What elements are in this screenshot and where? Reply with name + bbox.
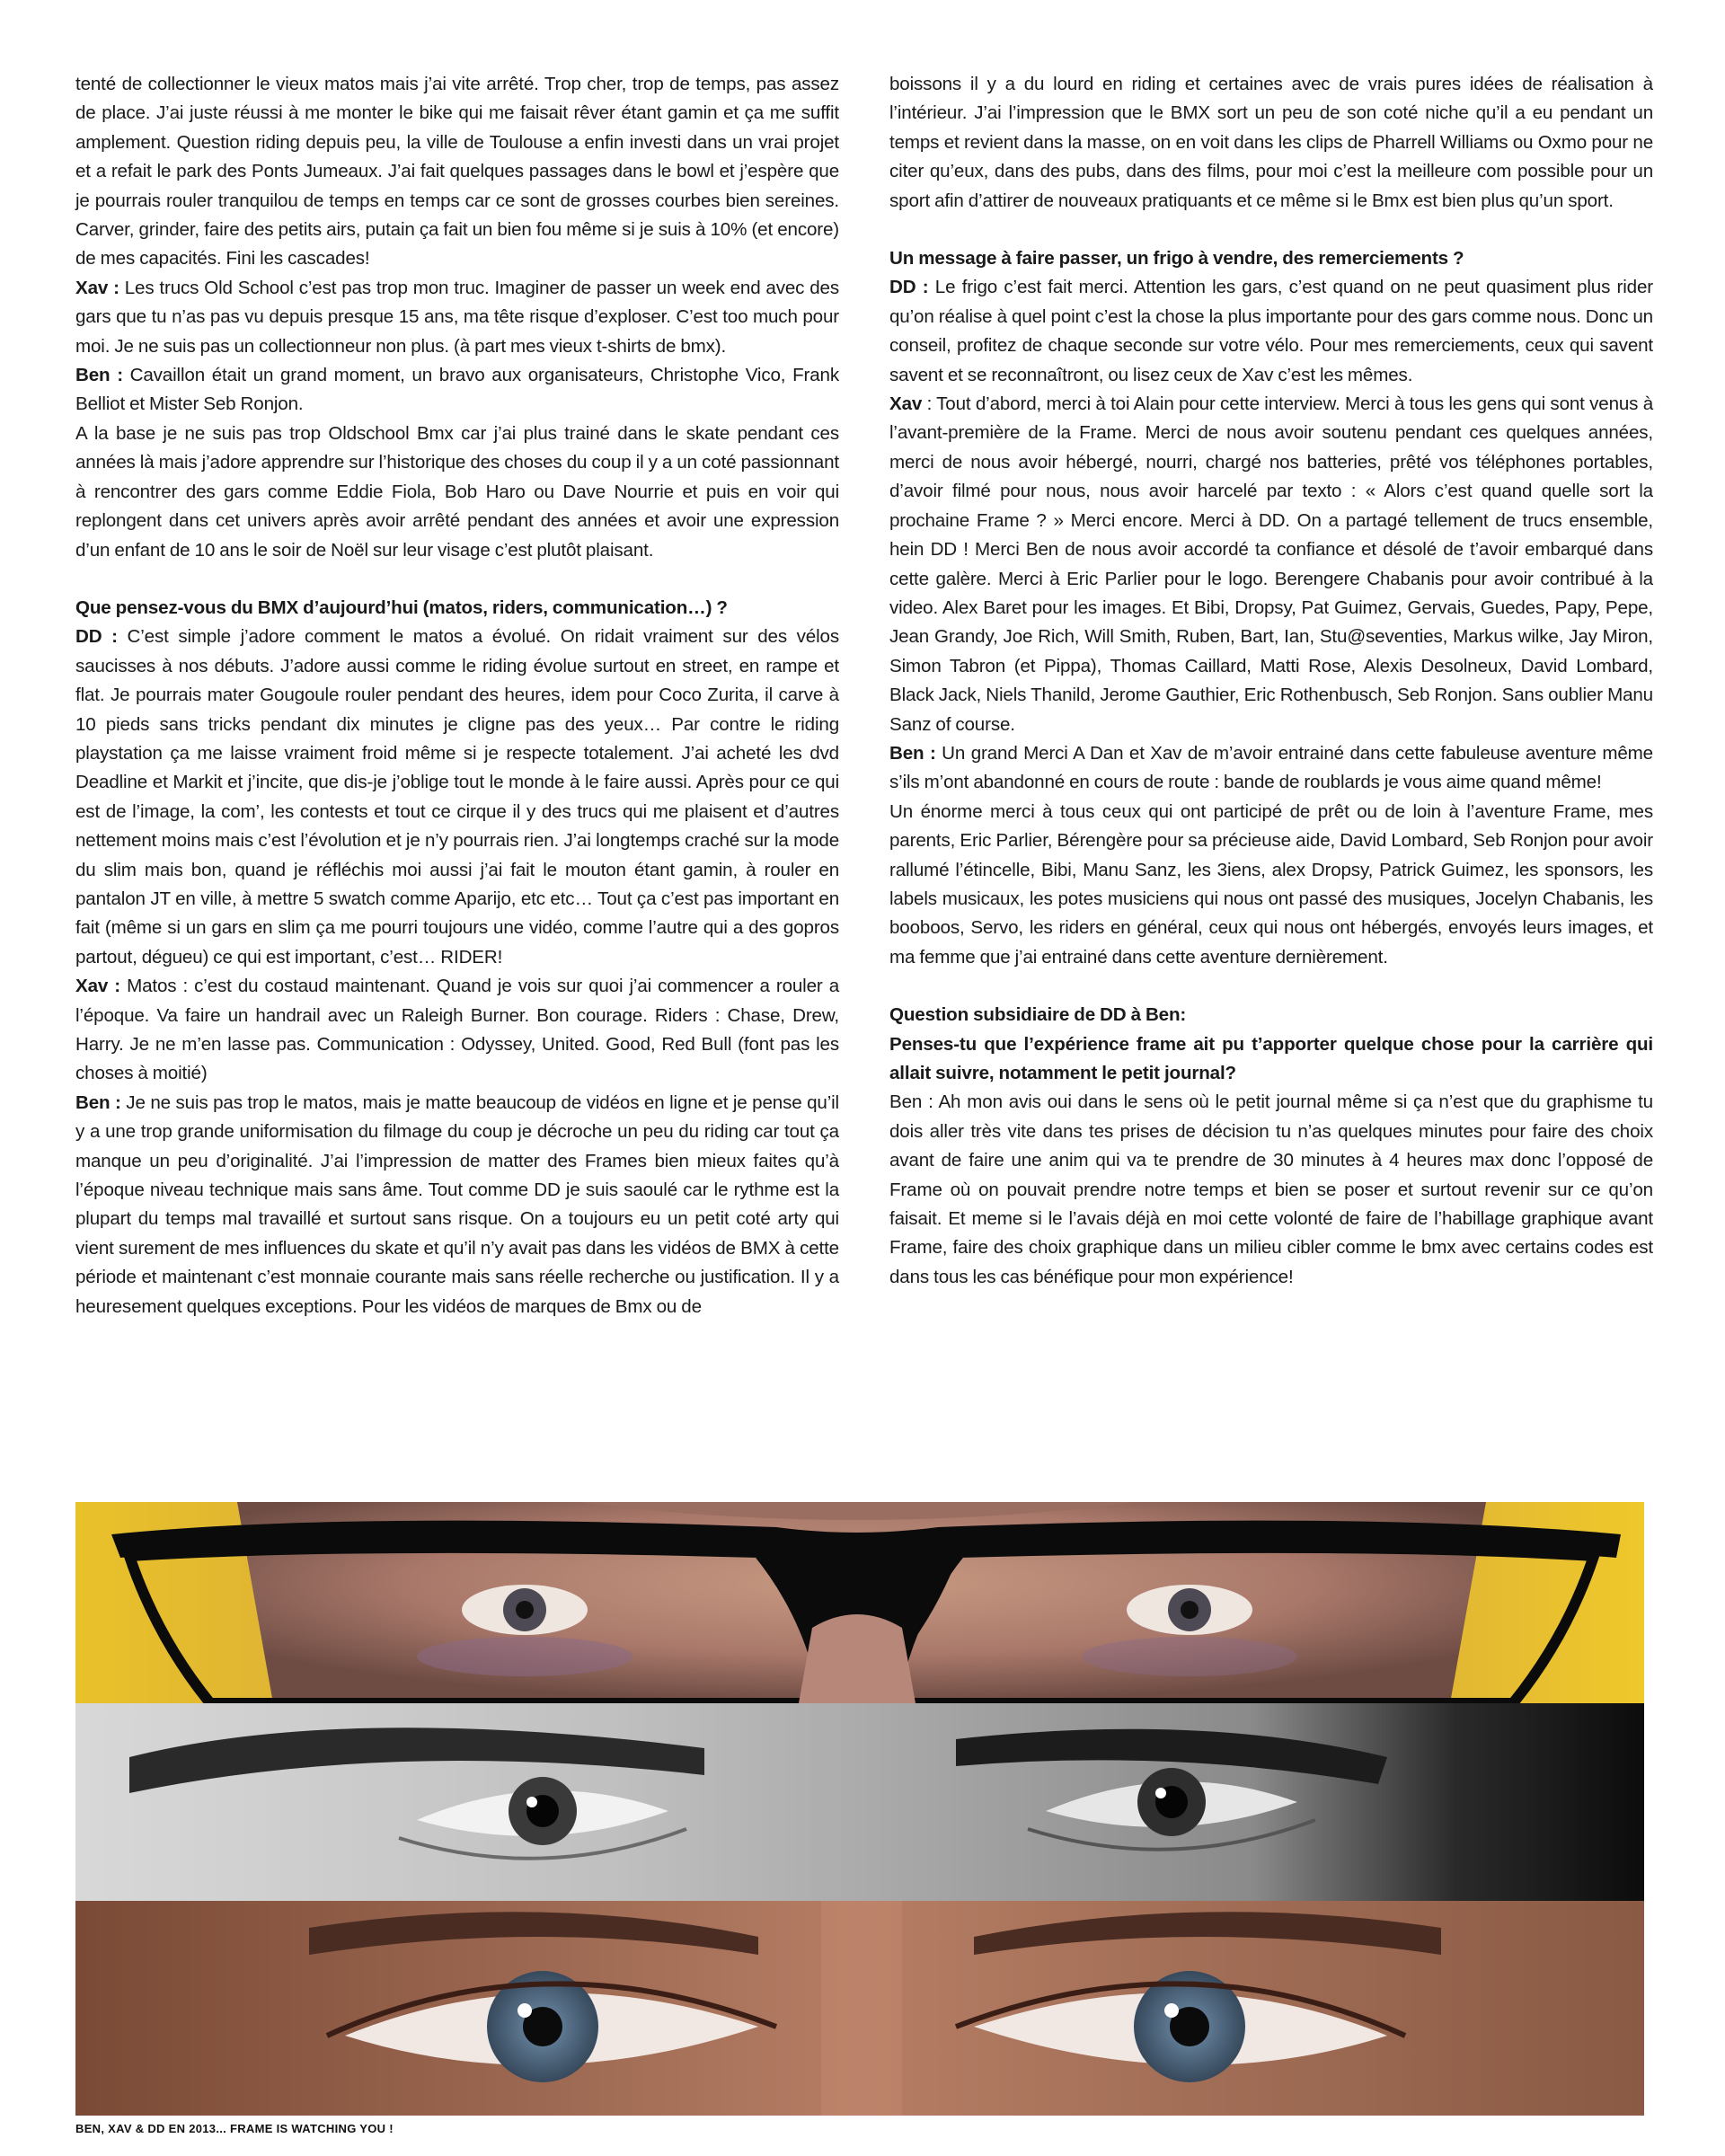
answer-text: Je ne suis pas trop le matos, mais je matte beaucoup de vidéos en ligne et je pense qu’il y a une trop grande uniformisation du filmage du coup je décroche un peu du riding car tout ça manque un peu d’originalité. J’ai l’impression de matter des Frames bien mieux faites qu’à l’époque niveau technique mais sans âme. Tout comme DD je suis saoulé car le rythme est la plupart du temps mal travaillé et surtout sans risque. On a toujours eu un petit coté arty qui vient surement de mes influences du skate et qu’il n’y avait pas dans les vidéos de BMX à cette période et maintenant c’est monnaie courante mais sans réelle recherche ou justification. Il y a heuresement quelques exceptions. Pour les vidéos de marques de Bmx ou de [75,1091,839,1317]
bw-eyes-image [75,1703,1644,1901]
right-column [889,70,1653,1292]
left-column [75,70,839,1321]
answer-text: Cavaillon était un grand moment, un bravo aux organisateurs, Christophe Vico, Frank Belliot et Mister Seb Ronjon. [75,365,839,415]
answer-dd [75,623,839,972]
speaker-label: Xav : [75,277,119,298]
answer-ben [889,739,1653,798]
answer-text: Le frigo c’est fait merci. Attention les gars, c’est quand on ne peut quasiment plus rider qu’on réalise à quel point c’est la chose la plus importante pour des gars comme nous. Donc un conseil, profitez de chaque seconde sur votre vélo. Pour mes remerciements, ceux qui savent savent et se reconnaîtront, ou lisez ceux de Xav c’est les mêmes. [889,277,1653,385]
blue-eyes-image [75,1901,1644,2116]
glasses-eyes-image [75,1502,1644,1703]
eyes-strip-bw [75,1703,1644,1901]
paragraph: Un énorme merci à tous ceux qui ont participé de prêt ou de loin à l’aventure Frame, mes parents, Eric Parlier, Bérengère pour sa précieuse aide, David Lombard, Seb Ronjon pour avoir rallumé l’étincelle, Bibi, Manu Sanz, les 3iens, alex Dropsy, Patrick Guimez, les sponsors, les labels musicaux, les potes musiciens qui nous ont passé des musiques, Jocelyn Chabanis, les booboos, Servo, les riders en général, ceux qui nous ont hébergés, envoyés leurs images, et ma femme que j’ai entrainé dans cette aventure dernièrement. [889,800,1653,968]
speaker-label: Xav [889,393,923,415]
answer-xav [889,390,1653,739]
answer-text: Un grand Merci A Dan et Xav de m’avoir entrainé dans cette fabuleuse aventure même s’ils m’ont abandonné en cours de route : bande de roublards je vous aime quand même! [889,742,1653,793]
eyes-strip-glasses [75,1502,1644,1703]
paragraph: boissons il y a du lourd en riding et certaines avec de vrais pures idées de réalisation à l’intérieur. J’ai l’impression que le BMX sort un peu de son coté niche qu’il a eu pendant un temps et revient dans la masse, on en voit dans les clips de Pharrell Williams ou Oxmo pour ne citer qu’eux, dans des pubs, dans des films, pour moi c’est la meilleure com possible pour un sport afin d’attirer de nouveaux pratiquants et ce même si le Bmx est bien plus qu’un sport. [889,74,1653,211]
speaker-label: Ben : [889,742,936,764]
question-heading: Penses-tu que l’expérience frame ait pu t’apporter quelque chose pour la carrière qui allait suivre, notamment le petit journal? [889,1033,1653,1083]
photo-caption: BEN, XAV & DD EN 2013... FRAME IS WATCHING YOU ! [75,2122,394,2135]
answer-text: Matos : c’est du costaud maintenant. Quand je vois sur quoi j’ai commencer a rouler a l’époque. Va faire un handrail avec un Raleigh Burner. Bon courage. Riders : Chase, Drew, Harry. Je ne m’en lasse pas. Communication : Odyssey, United. Good, Red Bull (font pas les choses à moitié) [75,976,839,1084]
speaker-label: Ben : [75,1091,121,1113]
speaker-label: DD : [889,277,929,298]
answer-text: : Tout d’abord, merci à toi Alain pour cette interview. Merci à tous les gens qui sont venus à l’avant-première de la Frame. Merci de nous avoir soutenu pendant ces quelques années, merci de nous avoir hébergé, nourri, chargé nos batteries, prêté vos téléphones portables, d’avoir filmé pour nous, nous avoir harcelé par texto : « Alors c’est quand quelle sort la prochaine Frame ? » Merci encore. Merci à DD. On a partagé tellement de trucs ensemble, hein DD ! Merci Ben de nous avoir accordé ta confiance et désolé de t’avoir embarqué dans cette galère. Merci à Eric Parlier pour le logo. Berengere Chabanis pour avoir contribué à la video. Alex Baret pour les images. Et Bibi, Dropsy, Pat Guimez, Gervais, Guedes, Papy, Pepe, Jean Grandy, Joe Rich, Will Smith, Ruben, Bart, Ian, Stu@seventies, Markus wilke, Jay Miron, Simon Tabron (et Pippa), Thomas Caillard, Matti Rose, Alexis Desolneux, David Lombard, Black Jack, Niels Thanild, Jerome Gauthier, Eric Rothenbusch, Seb Ronjon. Sans oublier Manu Sanz of course. [889,393,1653,735]
answer-text: Les trucs Old School c’est pas trop mon truc. Imaginer de passer un week end avec des gars que tu n’as pas vu depuis presque 15 ans, ma tête risque d’exploser. C’est too much pour moi. Je ne suis pas un collectionneur non plus. (à part mes vieux t-shirts de bmx). [75,277,839,357]
answer-text: C’est simple j’adore comment le matos a évolué. On ridait vraiment sur des vélos saucisses à nos débuts. J’adore aussi comme le riding évolue surtout en street, en rampe et flat. Je pourrais mater Gougoule rouler pendant des heures, idem pour Coco Zurita, il carve à 10 pieds sans tricks pendant dix minutes je cligne pas des yeux… Par contre le riding playstation ça me laisse vraiment froid même si je respecte totalement. J’ai acheté les dvd Deadline et Markit et j’incite, que dis-je j’oblige tout le monde à le faire aussi. Après pour ce qui est de l’image, la com’, les contests et tout ce cirque il y des trucs qui me plaisent et d’autres nettement moins mais c’est l’évolution et je n’y pourrais rien. J’ai longtemps craché sur la mode du slim mais bon, quand je réfléchis moi aussi j’ai fait le mouton étant gamin, à rouler en pantalon JT en ville, à mettre 5 swatch comme Aparijo, etc etc… Tout ça c’est pas important en fait (même si un gars en slim ça me pourri toujours une vidéo, comme l’autre qui a des gopros partout, dégueu) ce qui est important, c’est… RIDER! [75,626,839,968]
eyes-strip-blue [75,1901,1644,2116]
question-heading: Un message à faire passer, un frigo à vendre, des remerciements ? [889,248,1464,270]
paragraph: A la base je ne suis pas trop Oldschool Bmx car j’ai plus trainé dans le skate pendant ces années là mais j’adore apprendre sur l’historique des choses du coup il y a un coté passionnant à rencontrer des gars comme Eddie Fiola, Bob Haro ou Dave Nourrie et puis en voir qui replongent dans cet univers après avoir arrêté pendant des années et avoir une expression d’un enfant de 10 ans le soir de Noël sur leur visage c’est plutôt plaisant. [75,422,839,561]
speaker-label: Ben : [75,365,123,386]
speaker-label: Xav : [75,976,120,997]
question-heading: Que pensez-vous du BMX d’aujourd’hui (matos, riders, communication…) ? [75,596,728,618]
question-heading: Question subsidiaire de DD à Ben: [889,1004,1187,1026]
speaker-label: DD : [75,626,118,648]
answer-ben: Ben : Ah mon avis oui dans le sens où le petit journal même si ça n’est que du graphisme tu dois aller très vite dans tes prises de décision tu n’as quelques minutes pour faire des choix avant de faire une anim qui va te prendre de 30 minutes à 4 heures max donc l’opposé de Frame où on pouvait prendre notre temps et bien se poser et surtout revenir sur ce qu’on faisait. Et meme si le l’avais déjà en moi cette volonté de faire de l’habillage graphique avant Frame, faire des choix graphique dans un milieu cibler comme le bmx avec certains codes est dans tous les cas bénéfique pour mon expérience! [889,1091,1653,1287]
answer-xav [75,274,839,361]
paragraph: tenté de collectionner le vieux matos mais j’ai vite arrêté. Trop cher, trop de temps, pas assez de place. J’ai juste réussi à me monter le bike qui me faisait rêver étant gamin et ça me suffit amplement. Question riding depuis peu, la ville de Toulouse a enfin investi dans un vrai projet et a refait le park des Ponts Jumeaux. J’ai fait quelques passages dans le bowl et j’espère que je pourrais rouler tranquilou de temps en temps car ce sont de grosses courbes bien sereines. Carver, grinder, faire des petits airs, putain ça fait un bien fou même si je suis à 10% (et encore) de mes capacités. Fini les cascades! [75,74,839,270]
answer-ben [75,1089,839,1321]
eyes-photo-collage [75,1502,1644,2116]
answer-xav [75,972,839,1089]
answer-dd [889,273,1653,390]
answer-ben [75,361,839,420]
